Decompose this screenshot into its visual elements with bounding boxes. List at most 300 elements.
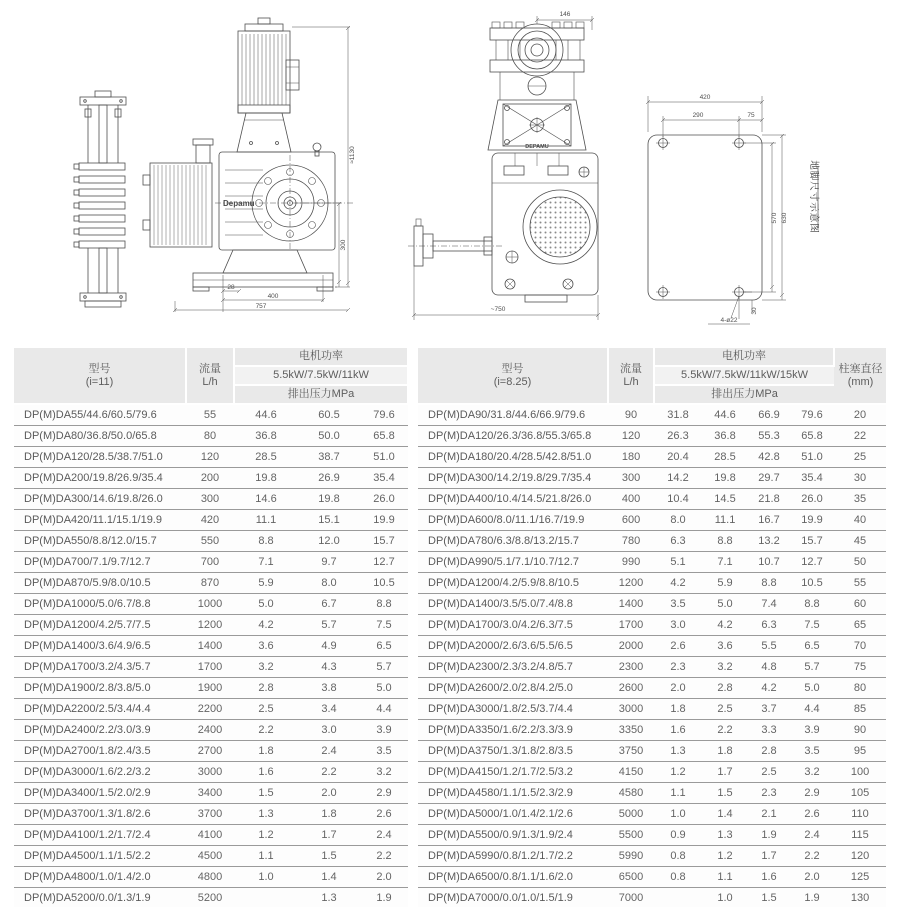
pressure-cell-right: 8.8 xyxy=(748,573,790,594)
pressure-cell-left: 8.8 xyxy=(360,594,408,615)
diameter-cell: 95 xyxy=(834,741,886,762)
table-gap-cell xyxy=(408,552,418,573)
diameter-cell: 65 xyxy=(834,615,886,636)
pressure-cell-right xyxy=(654,888,702,907)
pressure-cell-right: 31.8 xyxy=(654,404,702,426)
pressure-cell-left: 2.2 xyxy=(360,846,408,867)
table-row xyxy=(14,426,886,447)
flow-cell-right: 2000 xyxy=(608,636,654,657)
table-gap-column xyxy=(408,348,418,404)
pressure-cell-right: 1.7 xyxy=(702,762,748,783)
pressure-cell-right: 6.3 xyxy=(654,531,702,552)
pressure-cell-right: 2.0 xyxy=(654,678,702,699)
diameter-cell: 115 xyxy=(834,825,886,846)
table-row xyxy=(14,594,886,615)
model-cell-left: DP(M)DA1900/2.8/3.8/5.0 xyxy=(14,678,186,699)
dim-width-label: 420 xyxy=(699,94,711,101)
diameter-cell: 25 xyxy=(834,447,886,468)
flow-cell-left: 2700 xyxy=(186,741,234,762)
pressure-cell-left: 2.4 xyxy=(360,825,408,846)
diameter-cell: 40 xyxy=(834,510,886,531)
table-row xyxy=(14,825,886,846)
model-cell-right: DP(M)DA5990/0.8/1.2/1.7/2.2 xyxy=(418,846,608,867)
table-row xyxy=(14,720,886,741)
model-cell-right: DP(M)DA3750/1.3/1.8/2.8/3.5 xyxy=(418,741,608,762)
model-cell-left: DP(M)DA1000/5.0/6.7/8.8 xyxy=(14,594,186,615)
flow-cell-left: 2200 xyxy=(186,699,234,720)
diameter-cell: 30 xyxy=(834,468,886,489)
diameter-cell: 55 xyxy=(834,573,886,594)
header-power-ratings-right: 5.5kW/7.5kW/11kW/15kW xyxy=(654,366,834,385)
model-cell-left: DP(M)DA200/19.8/26.9/35.4 xyxy=(14,468,186,489)
flange-stack xyxy=(74,163,125,248)
model-cell-left: DP(M)DA3400/1.5/2.0/2.9 xyxy=(14,783,186,804)
table-gap-cell xyxy=(408,468,418,489)
pressure-cell-right: 5.1 xyxy=(654,552,702,573)
pressure-cell-right: 2.8 xyxy=(748,741,790,762)
pressure-cell-right: 6.5 xyxy=(790,636,834,657)
model-cell-left: DP(M)DA3000/1.6/2.2/3.2 xyxy=(14,762,186,783)
table-row xyxy=(14,573,886,594)
diameter-cell: 75 xyxy=(834,657,886,678)
table-gap-cell xyxy=(408,594,418,615)
dim-edge-x-label: 75 xyxy=(747,112,755,119)
model-cell-right: DP(M)DA1700/3.0/4.2/6.3/7.5 xyxy=(418,615,608,636)
header-diameter-title: 柱塞直径 xyxy=(838,362,883,375)
pressure-cell-left: 26.9 xyxy=(298,468,360,489)
flow-cell-left: 55 xyxy=(186,404,234,426)
flow-cell-right: 4150 xyxy=(608,762,654,783)
header-power-left: 电机功率 xyxy=(234,348,408,366)
model-cell-right: DP(M)DA90/31.8/44.6/66.9/79.6 xyxy=(418,404,608,426)
diameter-cell: 35 xyxy=(834,489,886,510)
valve-column xyxy=(74,91,126,307)
pressure-cell-left: 3.5 xyxy=(360,741,408,762)
pressure-cell-left: 3.2 xyxy=(360,762,408,783)
valve-head-top xyxy=(490,22,584,100)
model-cell-left: DP(M)DA4500/1.1/1.5/2.2 xyxy=(14,846,186,867)
dim-edge-y-label: 30 xyxy=(751,307,758,315)
pressure-cell-left: 2.2 xyxy=(234,720,298,741)
model-cell-left: DP(M)DA700/7.1/9.7/12.7 xyxy=(14,552,186,573)
dim-holes-label: 4-ø22 xyxy=(720,317,738,324)
pressure-cell-left: 19.8 xyxy=(234,468,298,489)
foundation-plan-drawing xyxy=(628,82,898,342)
pressure-cell-right: 3.5 xyxy=(790,741,834,762)
brand-logo-top: DEPAMU xyxy=(525,144,549,150)
flow-cell-right: 780 xyxy=(608,531,654,552)
model-cell-right: DP(M)DA4580/1.1/1.5/2.3/2.9 xyxy=(418,783,608,804)
dim-head-label: 146 xyxy=(559,11,571,18)
table-gap-cell xyxy=(408,636,418,657)
pressure-cell-right: 79.6 xyxy=(790,404,834,426)
table-row xyxy=(14,888,886,907)
eyebolt xyxy=(313,143,321,151)
pressure-cell-right: 1.8 xyxy=(702,741,748,762)
pressure-cell-left: 4.4 xyxy=(360,699,408,720)
diameter-cell: 90 xyxy=(834,720,886,741)
pressure-cell-right: 42.8 xyxy=(748,447,790,468)
table-gap-cell xyxy=(408,426,418,447)
flow-cell-left: 4100 xyxy=(186,825,234,846)
pressure-cell-right: 4.8 xyxy=(748,657,790,678)
pressure-cell-right: 51.0 xyxy=(790,447,834,468)
pressure-cell-right: 66.9 xyxy=(748,404,790,426)
flow-cell-left: 4500 xyxy=(186,846,234,867)
pressure-cell-right: 16.7 xyxy=(748,510,790,531)
dim-total-depth: 757 xyxy=(255,303,267,310)
model-cell-right: DP(M)DA780/6.3/8.8/13.2/15.7 xyxy=(418,531,608,552)
pressure-cell-left: 3.8 xyxy=(298,678,360,699)
shaft-coupling xyxy=(408,219,503,266)
flow-cell-left: 1700 xyxy=(186,657,234,678)
pressure-cell-right: 1.6 xyxy=(654,720,702,741)
flow-cell-right: 180 xyxy=(608,447,654,468)
table-gap-cell xyxy=(408,762,418,783)
diameter-cell: 45 xyxy=(834,531,886,552)
flow-cell-right: 2600 xyxy=(608,678,654,699)
pressure-cell-right: 10.7 xyxy=(748,552,790,573)
pressure-cell-right: 2.2 xyxy=(702,720,748,741)
flow-cell-right: 7000 xyxy=(608,888,654,907)
motor xyxy=(238,18,299,113)
diameter-cell: 125 xyxy=(834,867,886,888)
pressure-cell-left: 1.0 xyxy=(234,867,298,888)
diameter-cell: 80 xyxy=(834,678,886,699)
pressure-cell-left: 3.9 xyxy=(360,720,408,741)
pressure-cell-left: 8.0 xyxy=(298,573,360,594)
pressure-cell-left: 3.0 xyxy=(298,720,360,741)
pressure-cell-right: 19.9 xyxy=(790,510,834,531)
flow-cell-left: 3400 xyxy=(186,783,234,804)
table-row xyxy=(14,804,886,825)
pressure-cell-left: 9.7 xyxy=(298,552,360,573)
table-row xyxy=(14,783,886,804)
model-cell-right: DP(M)DA3000/1.8/2.5/3.7/4.4 xyxy=(418,699,608,720)
model-cell-right: DP(M)DA300/14.2/19.8/29.7/35.4 xyxy=(418,468,608,489)
pump-body-top xyxy=(492,153,598,302)
flow-cell-left: 1900 xyxy=(186,678,234,699)
pressure-cell-right: 14.2 xyxy=(654,468,702,489)
pressure-cell-right: 2.2 xyxy=(790,846,834,867)
pressure-cell-right: 1.5 xyxy=(748,888,790,907)
pressure-cell-left: 5.9 xyxy=(234,573,298,594)
model-cell-left: DP(M)DA5200/0.0/1.3/1.9 xyxy=(14,888,186,907)
table-gap-cell xyxy=(408,867,418,888)
model-cell-right: DP(M)DA7000/0.0/1.0/1.5/1.9 xyxy=(418,888,608,907)
pressure-cell-right: 8.8 xyxy=(790,594,834,615)
flow-cell-right: 1200 xyxy=(608,573,654,594)
pressure-cell-left: 38.7 xyxy=(298,447,360,468)
pressure-cell-left: 2.0 xyxy=(360,867,408,888)
pressure-cell-left: 2.8 xyxy=(234,678,298,699)
flow-cell-left: 200 xyxy=(186,468,234,489)
flow-cell-left: 1200 xyxy=(186,615,234,636)
pressure-cell-left: 1.3 xyxy=(298,888,360,907)
diameter-cell: 120 xyxy=(834,846,886,867)
pressure-cell-right: 5.7 xyxy=(790,657,834,678)
pressure-cell-right: 3.2 xyxy=(702,657,748,678)
pressure-cell-right: 2.6 xyxy=(654,636,702,657)
diameter-cell: 130 xyxy=(834,888,886,907)
pressure-cell-right: 44.6 xyxy=(702,404,748,426)
flow-cell-right: 300 xyxy=(608,468,654,489)
table-row xyxy=(14,552,886,573)
spec-table xyxy=(14,348,886,907)
table-gap-cell xyxy=(408,573,418,594)
model-cell-right: DP(M)DA4150/1.2/1.7/2.5/3.2 xyxy=(418,762,608,783)
model-cell-left: DP(M)DA550/8.8/12.0/15.7 xyxy=(14,531,186,552)
table-row xyxy=(14,699,886,720)
pressure-cell-left: 5.7 xyxy=(360,657,408,678)
header-model-left-title: 型号 xyxy=(88,362,111,375)
dim-total-height: ≈1130 xyxy=(349,146,356,164)
pressure-cell-left: 15.1 xyxy=(298,510,360,531)
table-gap-cell xyxy=(408,404,418,426)
table-row xyxy=(14,657,886,678)
dim-height-label: 630 xyxy=(781,212,788,224)
flow-cell-left: 2400 xyxy=(186,720,234,741)
table-gap-cell xyxy=(408,447,418,468)
header-model-right-title: 型号 xyxy=(501,362,524,375)
table-row xyxy=(14,615,886,636)
motor-lantern xyxy=(237,113,291,152)
pressure-cell-right: 3.2 xyxy=(790,762,834,783)
pressure-cell-right: 2.0 xyxy=(790,867,834,888)
pressure-cell-right: 8.8 xyxy=(702,531,748,552)
pressure-cell-left: 3.6 xyxy=(234,636,298,657)
spec-table-body xyxy=(14,404,886,907)
flow-cell-right: 3350 xyxy=(608,720,654,741)
header-diameter-unit: (mm) xyxy=(847,375,874,388)
flow-cell-right: 3750 xyxy=(608,741,654,762)
flow-cell-left: 420 xyxy=(186,510,234,531)
header-pressure-left: 排出压力MPa xyxy=(234,385,408,404)
pressure-cell-left: 1.5 xyxy=(298,846,360,867)
pressure-cell-left: 10.5 xyxy=(360,573,408,594)
pressure-cell-right: 11.1 xyxy=(702,510,748,531)
diameter-cell: 70 xyxy=(834,636,886,657)
flow-cell-right: 600 xyxy=(608,510,654,531)
pressure-cell-left: 3.2 xyxy=(234,657,298,678)
pressure-cell-right: 1.3 xyxy=(654,741,702,762)
pressure-cell-right: 7.4 xyxy=(748,594,790,615)
pressure-cell-left: 1.8 xyxy=(234,741,298,762)
table-row xyxy=(14,468,886,489)
dim-base-width: 400 xyxy=(267,293,279,300)
pressure-cell-right: 3.7 xyxy=(748,699,790,720)
pressure-cell-right: 35.4 xyxy=(790,468,834,489)
pressure-cell-right: 21.8 xyxy=(748,489,790,510)
pressure-cell-right: 1.3 xyxy=(702,825,748,846)
pressure-cell-left: 1.1 xyxy=(234,846,298,867)
pressure-cell-right: 26.3 xyxy=(654,426,702,447)
pressure-cell-right: 1.7 xyxy=(748,846,790,867)
pressure-cell-right: 5.0 xyxy=(702,594,748,615)
diameter-cell: 20 xyxy=(834,404,886,426)
pressure-cell-right: 55.3 xyxy=(748,426,790,447)
pressure-cell-left: 12.0 xyxy=(298,531,360,552)
table-gap-cell xyxy=(408,720,418,741)
pressure-cell-right: 0.8 xyxy=(654,867,702,888)
pressure-cell-left: 15.7 xyxy=(360,531,408,552)
pressure-cell-right: 19.8 xyxy=(702,468,748,489)
header-diameter xyxy=(834,348,886,404)
pressure-cell-left: 65.8 xyxy=(360,426,408,447)
model-cell-left: DP(M)DA4100/1.2/1.7/2.4 xyxy=(14,825,186,846)
header-power-ratings-left: 5.5kW/7.5kW/11kW xyxy=(234,366,408,385)
header-model-left-ratio: (i=11) xyxy=(85,375,114,388)
table-gap-cell xyxy=(408,699,418,720)
diameter-cell: 85 xyxy=(834,699,886,720)
pressure-cell-right: 2.3 xyxy=(654,657,702,678)
dimension-lines xyxy=(173,26,350,312)
pressure-cell-left: 35.4 xyxy=(360,468,408,489)
pressure-cell-right: 6.3 xyxy=(748,615,790,636)
model-cell-right: DP(M)DA600/8.0/11.1/16.7/19.9 xyxy=(418,510,608,531)
table-row xyxy=(14,741,886,762)
header-power-right: 电机功率 xyxy=(654,348,834,366)
pressure-cell-left: 4.9 xyxy=(298,636,360,657)
pump-side-view-drawing xyxy=(55,5,405,335)
pressure-cell-left: 1.4 xyxy=(298,867,360,888)
pressure-cell-left: 1.2 xyxy=(234,825,298,846)
dim-foot-offset: 28 xyxy=(227,284,235,291)
header-model-right xyxy=(418,348,608,404)
pressure-cell-left: 19.8 xyxy=(298,489,360,510)
dim-hole-span-x-label: 290 xyxy=(692,112,704,119)
pressure-cell-left: 2.6 xyxy=(360,804,408,825)
pressure-cell-left: 1.6 xyxy=(234,762,298,783)
pressure-cell-left: 2.9 xyxy=(360,783,408,804)
flow-cell-left: 4800 xyxy=(186,867,234,888)
table-gap-cell xyxy=(408,888,418,907)
model-cell-left: DP(M)DA870/5.9/8.0/10.5 xyxy=(14,573,186,594)
table-gap-cell xyxy=(408,678,418,699)
table-row xyxy=(14,762,886,783)
pressure-cell-left: 60.5 xyxy=(298,404,360,426)
table-gap-cell xyxy=(408,510,418,531)
pressure-cell-right: 3.0 xyxy=(654,615,702,636)
table-row xyxy=(14,636,886,657)
model-cell-left: DP(M)DA420/11.1/15.1/19.9 xyxy=(14,510,186,531)
pressure-cell-right: 2.9 xyxy=(790,783,834,804)
pressure-cell-right: 65.8 xyxy=(790,426,834,447)
model-cell-right: DP(M)DA180/20.4/28.5/42.8/51.0 xyxy=(418,447,608,468)
pressure-cell-left: 79.6 xyxy=(360,404,408,426)
pressure-cell-right: 1.9 xyxy=(748,825,790,846)
table-row xyxy=(14,489,886,510)
pressure-cell-right: 5.0 xyxy=(790,678,834,699)
pressure-cell-right: 3.6 xyxy=(702,636,748,657)
pressure-cell-left: 1.8 xyxy=(298,804,360,825)
header-flow-left-unit: L/h xyxy=(202,375,218,388)
pressure-cell-right: 15.7 xyxy=(790,531,834,552)
pressure-cell-left: 6.5 xyxy=(360,636,408,657)
flow-cell-left: 870 xyxy=(186,573,234,594)
pressure-cell-left xyxy=(234,888,298,907)
model-cell-right: DP(M)DA120/26.3/36.8/55.3/65.8 xyxy=(418,426,608,447)
pressure-cell-right: 28.5 xyxy=(702,447,748,468)
flow-cell-right: 5000 xyxy=(608,804,654,825)
dimension-width xyxy=(412,266,600,320)
flow-cell-left: 3700 xyxy=(186,804,234,825)
pressure-cell-left: 36.8 xyxy=(234,426,298,447)
relief-valve xyxy=(193,139,213,145)
table-gap-cell xyxy=(408,741,418,762)
model-cell-left: DP(M)DA55/44.6/60.5/79.6 xyxy=(14,404,186,426)
pressure-cell-right: 1.6 xyxy=(748,867,790,888)
flow-cell-left: 80 xyxy=(186,426,234,447)
model-cell-left: DP(M)DA1700/3.2/4.3/5.7 xyxy=(14,657,186,678)
model-cell-right: DP(M)DA1200/4.2/5.9/8.8/10.5 xyxy=(418,573,608,594)
flow-cell-left: 300 xyxy=(186,489,234,510)
flow-cell-left: 700 xyxy=(186,552,234,573)
pressure-cell-right: 4.2 xyxy=(702,615,748,636)
pressure-cell-left: 51.0 xyxy=(360,447,408,468)
header-flow-left xyxy=(186,348,234,404)
pressure-cell-right: 10.4 xyxy=(654,489,702,510)
pressure-cell-left: 4.2 xyxy=(234,615,298,636)
pressure-cell-right: 0.8 xyxy=(654,846,702,867)
pressure-cell-right: 0.9 xyxy=(654,825,702,846)
pressure-cell-left: 11.1 xyxy=(234,510,298,531)
pressure-cell-right: 4.4 xyxy=(790,699,834,720)
table-row xyxy=(14,531,886,552)
header-model-right-ratio: (i=8.25) xyxy=(493,375,532,388)
flow-cell-right: 120 xyxy=(608,426,654,447)
pressure-cell-right: 1.2 xyxy=(702,846,748,867)
flow-cell-right: 2300 xyxy=(608,657,654,678)
pressure-cell-right: 1.5 xyxy=(702,783,748,804)
table-gap-cell xyxy=(408,489,418,510)
pressure-cell-right: 2.8 xyxy=(702,678,748,699)
model-cell-left: DP(M)DA300/14.6/19.8/26.0 xyxy=(14,489,186,510)
pressure-cell-left: 4.3 xyxy=(298,657,360,678)
pressure-cell-left: 1.3 xyxy=(234,804,298,825)
pressure-cell-right: 1.4 xyxy=(702,804,748,825)
model-cell-right: DP(M)DA990/5.1/7.1/10.7/12.7 xyxy=(418,552,608,573)
pressure-cell-right: 1.1 xyxy=(702,867,748,888)
model-cell-right: DP(M)DA2000/2.6/3.6/5.5/6.5 xyxy=(418,636,608,657)
table-row xyxy=(14,678,886,699)
pressure-cell-left: 12.7 xyxy=(360,552,408,573)
pressure-cell-left: 2.4 xyxy=(298,741,360,762)
model-cell-right: DP(M)DA6500/0.8/1.1/1.6/2.0 xyxy=(418,867,608,888)
pressure-cell-right: 10.5 xyxy=(790,573,834,594)
table-gap-cell xyxy=(408,846,418,867)
diameter-cell: 60 xyxy=(834,594,886,615)
base-plate xyxy=(648,135,762,300)
table-row xyxy=(14,867,886,888)
pressure-cell-right: 7.5 xyxy=(790,615,834,636)
pressure-cell-left: 28.5 xyxy=(234,447,298,468)
pressure-cell-left: 6.7 xyxy=(298,594,360,615)
pressure-cell-right: 13.2 xyxy=(748,531,790,552)
header-model-left xyxy=(14,348,186,404)
technical-drawings xyxy=(0,0,900,346)
pressure-cell-left: 2.2 xyxy=(298,762,360,783)
table-gap-cell xyxy=(408,615,418,636)
model-cell-left: DP(M)DA4800/1.0/1.4/2.0 xyxy=(14,867,186,888)
dim-hole-span-y-label: 570 xyxy=(771,212,778,224)
pressure-cell-right: 1.8 xyxy=(654,699,702,720)
flow-cell-right: 1700 xyxy=(608,615,654,636)
model-cell-right: DP(M)DA5500/0.9/1.3/1.9/2.4 xyxy=(418,825,608,846)
flow-cell-right: 4580 xyxy=(608,783,654,804)
table-row xyxy=(14,404,886,426)
pressure-cell-left: 5.7 xyxy=(298,615,360,636)
